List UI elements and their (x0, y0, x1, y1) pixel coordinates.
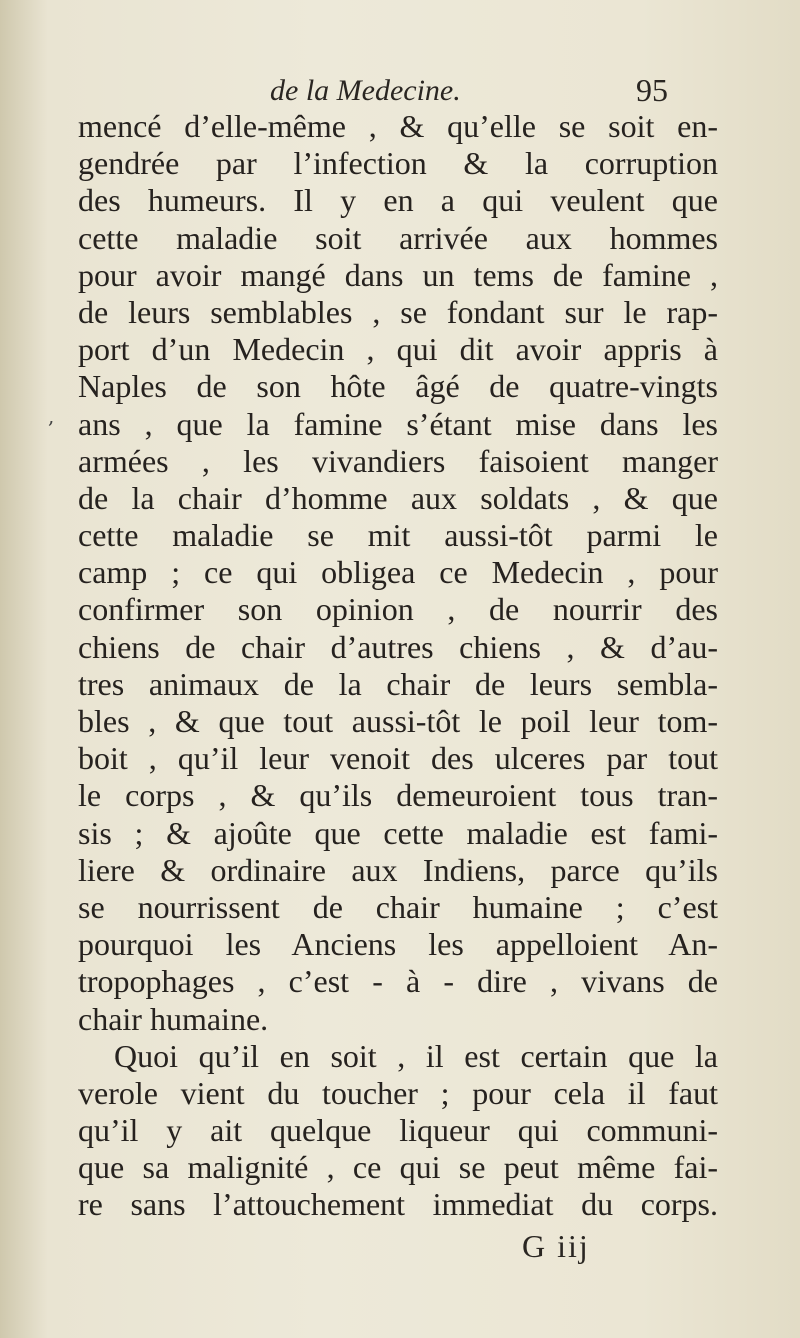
text-line: verole vient du toucher ; pour cela il faut (78, 1074, 718, 1111)
text-line: cette maladie soit arrivée aux hommes (78, 219, 718, 256)
text-line: de la chair d’homme aux soldats , & que (78, 479, 718, 516)
text-line: chiens de chair d’autres chiens , & d’au- (78, 628, 718, 665)
body-text (78, 108, 718, 1224)
text-line: des humeurs. Il y en a qui veulent que (78, 182, 718, 219)
text-line: mencé d’elle-même , & qu’elle se soit en- (78, 108, 718, 144)
text-line: port d’un Medecin , qui dit avoir appris à (78, 331, 718, 368)
text-line: armées , les vivandiers faisoient manger (78, 442, 718, 479)
text-line: bles , & que tout aussi-tôt le poil leur tom- (78, 703, 718, 739)
text-line: le corps , & qu’ils demeuroient tous tran- (78, 777, 718, 814)
page-number: 95 (636, 72, 668, 108)
text-line: Naples de son hôte âgé de quatre-vingts (78, 368, 718, 405)
text-line: chair humaine. (78, 1000, 269, 1037)
running-title: de la Medecine. (270, 74, 461, 107)
text-line: confirmer son opinion , de nourrir des (78, 591, 718, 628)
text-line: pourquoi les Anciens les appelloient An- (78, 926, 718, 963)
text-line: cette maladie se mit aussi-tôt parmi le (78, 517, 718, 554)
paragraph-first-line: Quoi qu’il en soit , il est certain que la (114, 1037, 718, 1074)
text-line: de leurs semblables , se fondant sur le rap- (78, 293, 718, 330)
text-line: tropophages , c’est - à - dire , vivans de (78, 963, 718, 1000)
text-line: camp ; ce qui obligea ce Medecin , pour (78, 554, 718, 591)
text-line: liere & ordinaire aux Indiens, parce qu’ils (78, 851, 718, 888)
text-line: que sa malignité , ce qui se peut même fai- (78, 1149, 718, 1186)
text-line: re sans l’attouchement immediat du corps. (78, 1186, 718, 1223)
text-line: se nourrissent de chair humaine ; c’est (78, 888, 718, 925)
text-line: qu’il y ait quelque liqueur qui communi- (78, 1112, 718, 1149)
text-line: sis ; & ajoûte que cette maladie est fami- (78, 814, 718, 851)
text-line: tres animaux de la chair de leurs sembla- (78, 665, 718, 702)
text-line: boit , qu’il leur venoit des ulceres par tout (78, 740, 718, 777)
text-line: pour avoir mangé dans un tems de famine , (78, 256, 718, 293)
margin-mark: , (48, 404, 55, 428)
text-line: gendrée par l’infection & la corruption (78, 145, 718, 182)
signature-mark: G iij (522, 1228, 590, 1264)
text-line: ans , que la famine s’étant mise dans les (78, 405, 718, 442)
